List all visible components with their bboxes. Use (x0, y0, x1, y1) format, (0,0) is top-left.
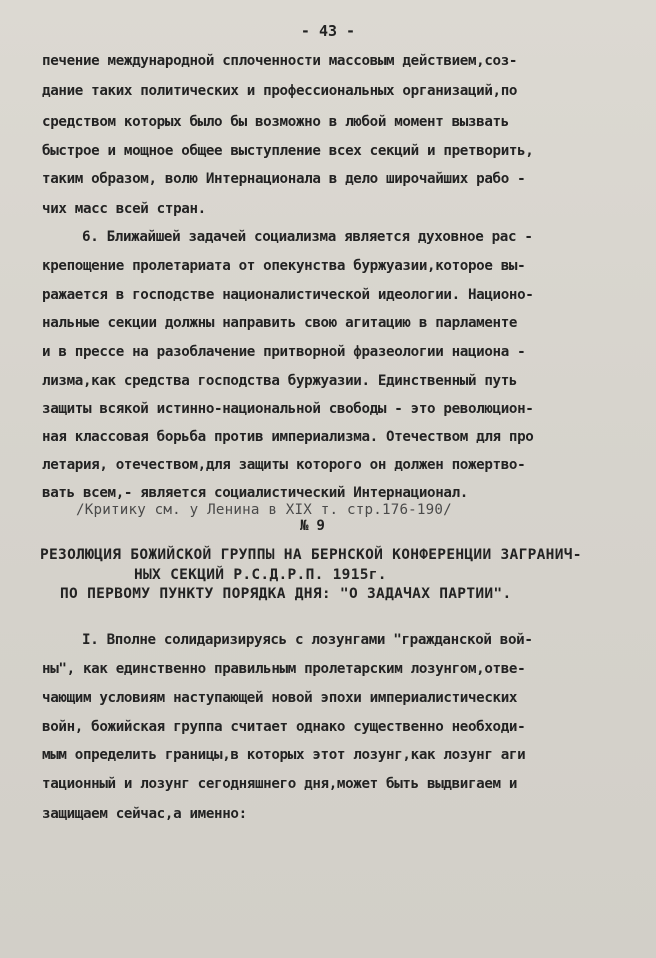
text-line: чих масс всей стран. (42, 201, 206, 217)
text-line: вать всем,- является социалистический Интернационал. (42, 485, 468, 501)
text-line: мым определить границы,в которых этот лозунг,как лозунг аги (42, 747, 526, 763)
document-number: № 9 (300, 518, 325, 534)
text-line: средством которых было бы возможно в любой момент вызвать (42, 114, 509, 130)
text-line: ная классовая борьба против империализма. Отечеством для про (42, 429, 534, 445)
text-line: войн, божийская группа считает однако существенно необходи- (42, 719, 526, 735)
text-line: печение международной сплоченности массовым действием,соз- (42, 53, 518, 69)
text-line: дание таких политических и профессиональных организаций,по (42, 83, 518, 99)
resolution-heading-line-1: РЕЗОЛЮЦИЯ БОЖИЙСКОЙ ГРУППЫ НА БЕРНСКОЙ КОНФЕРЕНЦИИ ЗАГРАНИЧ- (40, 547, 582, 563)
text-line: лизма,как средства господства буржуазии. Единственный путь (42, 373, 518, 389)
text-line: ражается в господстве националистической идеологии. Национо- (42, 287, 534, 303)
text-line: быстрое и мощное общее выступление всех секций и претворить, (42, 143, 534, 159)
text-line: нальные секции должны направить свою агитацию в парламенте (42, 315, 518, 331)
text-line: защиты всякой истинно-национальной свободы - это революцион- (42, 401, 534, 417)
reference-note: /Критику см. у Ленина в XIX т. стр.176-190/ (76, 502, 452, 518)
text-line: и в прессе на разоблачение притворной фразеологии национа - (42, 344, 526, 360)
text-line: летария, отечеством,для защиты которого он должен пожертво- (42, 457, 526, 473)
text-line: таким образом, волю Интернационала в дело широчайших рабо - (42, 171, 526, 187)
text-line: тационный и лозунг сегодняшнего дня,может быть выдвигаем и (42, 776, 518, 792)
text-line: чающим условиям наступающей новой эпохи империалистических (42, 690, 518, 706)
text-line: 6. Ближайшей задачей социализма является духовное рас - (82, 229, 533, 245)
text-line: I. Вполне солидаризируясь с лозунгами "гражданской вой- (82, 632, 533, 648)
text-line: защищаем сейчас,а именно: (42, 806, 247, 822)
text-line: ны", как единственно правильным пролетарским лозунгом,отве- (42, 661, 526, 677)
resolution-heading-line-3: ПО ПЕРВОМУ ПУНКТУ ПОРЯДКА ДНЯ: "О ЗАДАЧАХ ПАРТИИ". (60, 586, 512, 602)
resolution-heading-line-2: НЫХ СЕКЦИЙ Р.С.Д.Р.П. 1915г. (134, 567, 387, 583)
page-number: - 43 - (300, 22, 356, 40)
text-line: крепощение пролетариата от опекунства буржуазии,которое вы- (42, 258, 526, 274)
